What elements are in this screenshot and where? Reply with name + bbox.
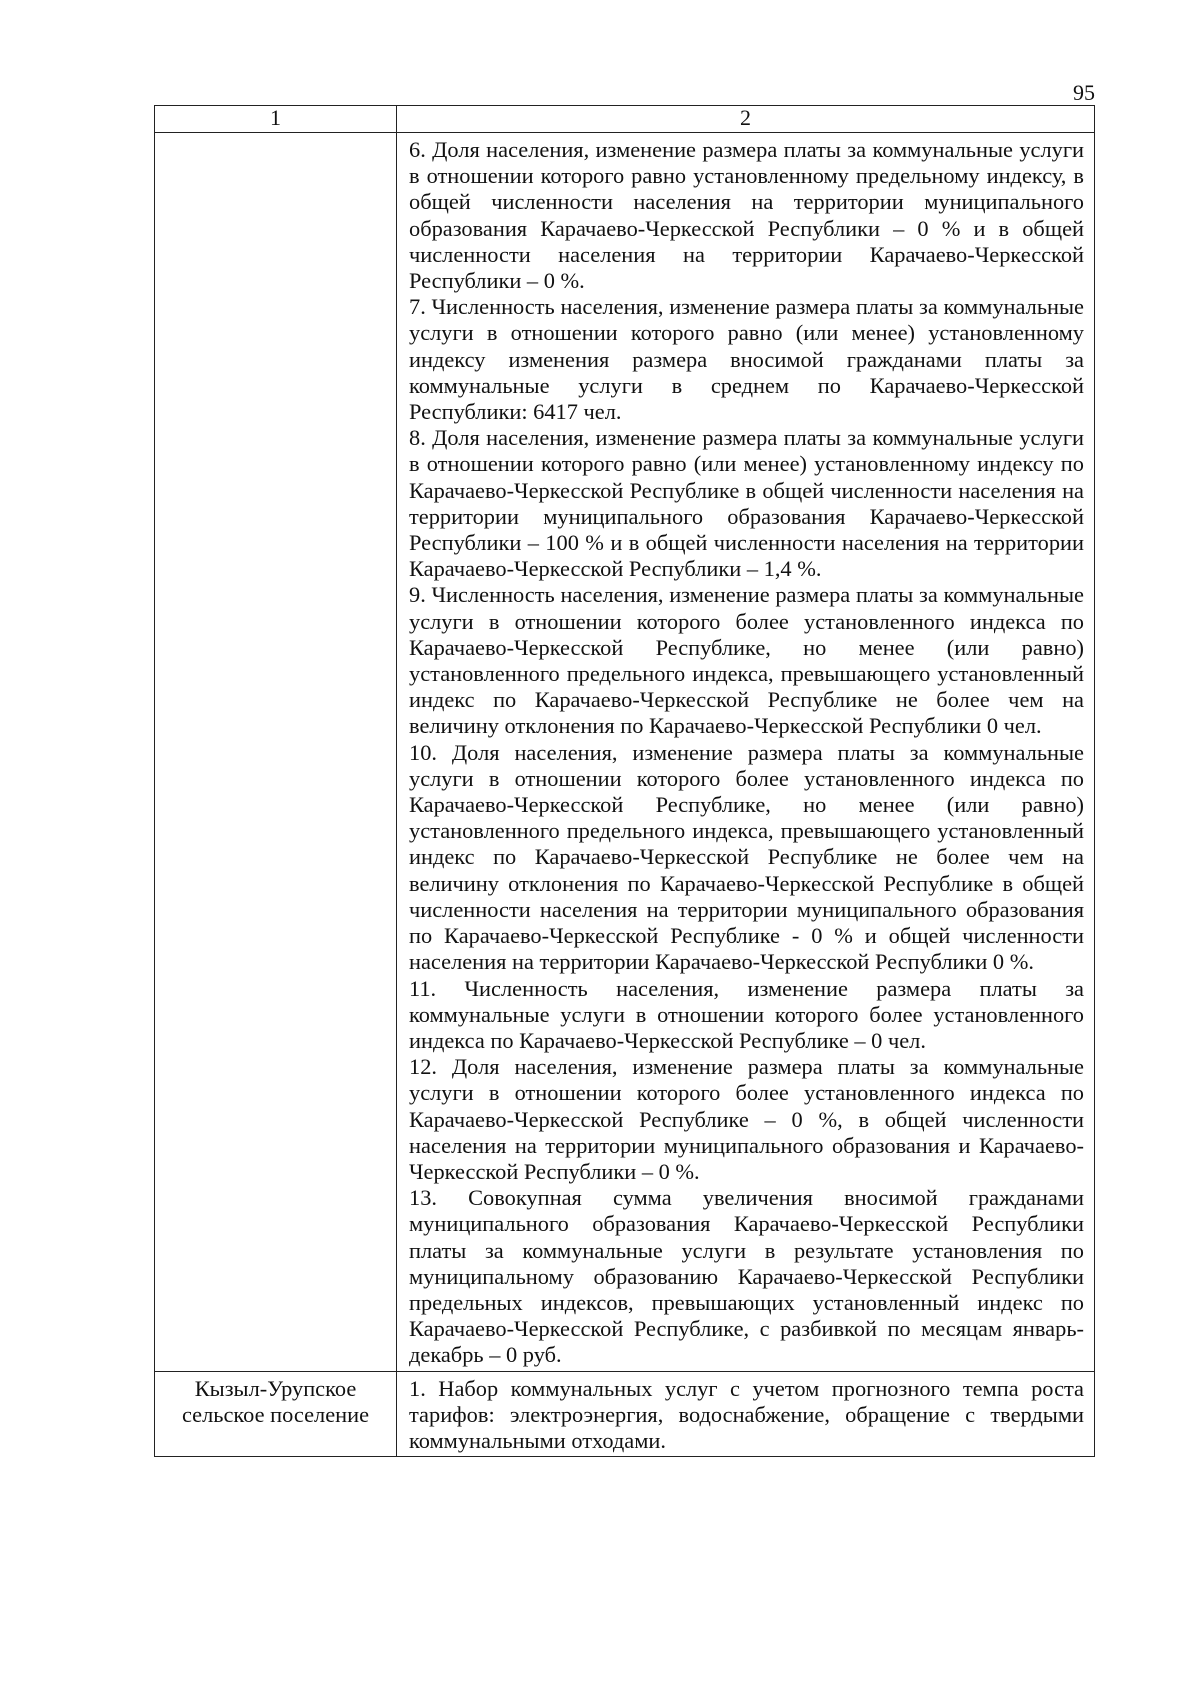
indicators-cell	[397, 133, 1095, 1372]
municipality-cell	[155, 133, 397, 1372]
list-item: 7. Численность населения, изменение размера платы за коммунальные услуги в отношении которого равно (или менее) установленному индексу изменения размера вносимой гражданами платы за коммунальные услуги в среднем по Карачаево-Черкесской Республики: 6417 чел.	[409, 294, 1084, 425]
column-header-2: 2	[397, 106, 1095, 133]
list-item: 6. Доля населения, изменение размера платы за коммунальные услуги в отношении которого равно установленному предельному индексу, в общей численности населения на территории муниципального образования Карачаево-Черкесской Республики – 0 % и в общей численности населения на территории Карачаево-Черкесской Республики – 0 %.	[409, 137, 1084, 294]
table-row	[155, 1371, 1095, 1457]
municipality-cell	[155, 1371, 397, 1457]
column-header-1: 1	[155, 106, 397, 133]
page-number: 95	[1073, 80, 1095, 105]
list-item: 13. Совокупная сумма увеличения вносимой гражданами муниципального образования Карачаево-Черкесской Республики платы за коммунальные услуги в результате установления по муниципальному образованию Карачаево-Черкесской Республики предельных индексов, превышающих установленный индекс по Карачаево-Черкесской Республике, с разбивкой по месяцам январь-декабрь – 0 руб.	[409, 1185, 1084, 1368]
table-row	[155, 133, 1095, 1372]
list-item: 12. Доля населения, изменение размера платы за коммунальные услуги в отношении которого более установленного индекса по Карачаево-Черкесской Республике – 0 %, в общей численности населения на территории муниципального образования и Карачаево-Черкесской Республики – 0 %.	[409, 1054, 1084, 1184]
list-item: 9. Численность населения, изменение размера платы за коммунальные услуги в отношении которого более установленного индекса по Карачаево-Черкесской Республике, но менее (или равно) установленного предельного индекса, превышающего установленный индекс по Карачаево-Черкесской Республике не более чем на величину отклонения по Карачаево-Черкесской Республики 0 чел.	[409, 582, 1084, 739]
municipality-name: Кызыл-Урупское сельское поселение	[181, 1375, 370, 1427]
list-item: 8. Доля населения, изменение размера платы за коммунальные услуги в отношении которого равно (или менее) установленному индексу по Карачаево-Черкесской Республике в общей численности населения на территории муниципального образования Карачаево-Черкесской Республики – 100 % и в общей численности населения на территории Карачаево-Черкесской Республики – 1,4 %.	[409, 425, 1084, 582]
table-header-row	[155, 106, 1095, 133]
list-item: 11. Численность населения, изменение размера платы за коммунальные услуги в отношении которого более установленного индекса по Карачаево-Черкесской Республике – 0 чел.	[409, 975, 1084, 1053]
data-table	[154, 105, 1095, 1457]
list-item: 1. Набор коммунальных услуг с учетом прогнозного темпа роста тарифов: электроэнергия, водоснабжение, обращение с твердыми коммунальными отходами.	[409, 1375, 1084, 1453]
municipality-name	[155, 133, 396, 139]
list-item: 10. Доля населения, изменение размера платы за коммунальные услуги в отношении которого более установленного индекса по Карачаево-Черкесской Республике, но менее (или равно) установленного предельного индекса, превышающего установленный индекс по Карачаево-Черкесской Республике не более чем на величину отклонения по Карачаево-Черкесской Республике в общей численности населения на территории муниципального образования по Карачаево-Черкесской Республике - 0 % и общей численности населения на территории Карачаево-Черкесской Республики 0 %.	[409, 739, 1084, 975]
indicators-cell	[397, 1371, 1095, 1457]
